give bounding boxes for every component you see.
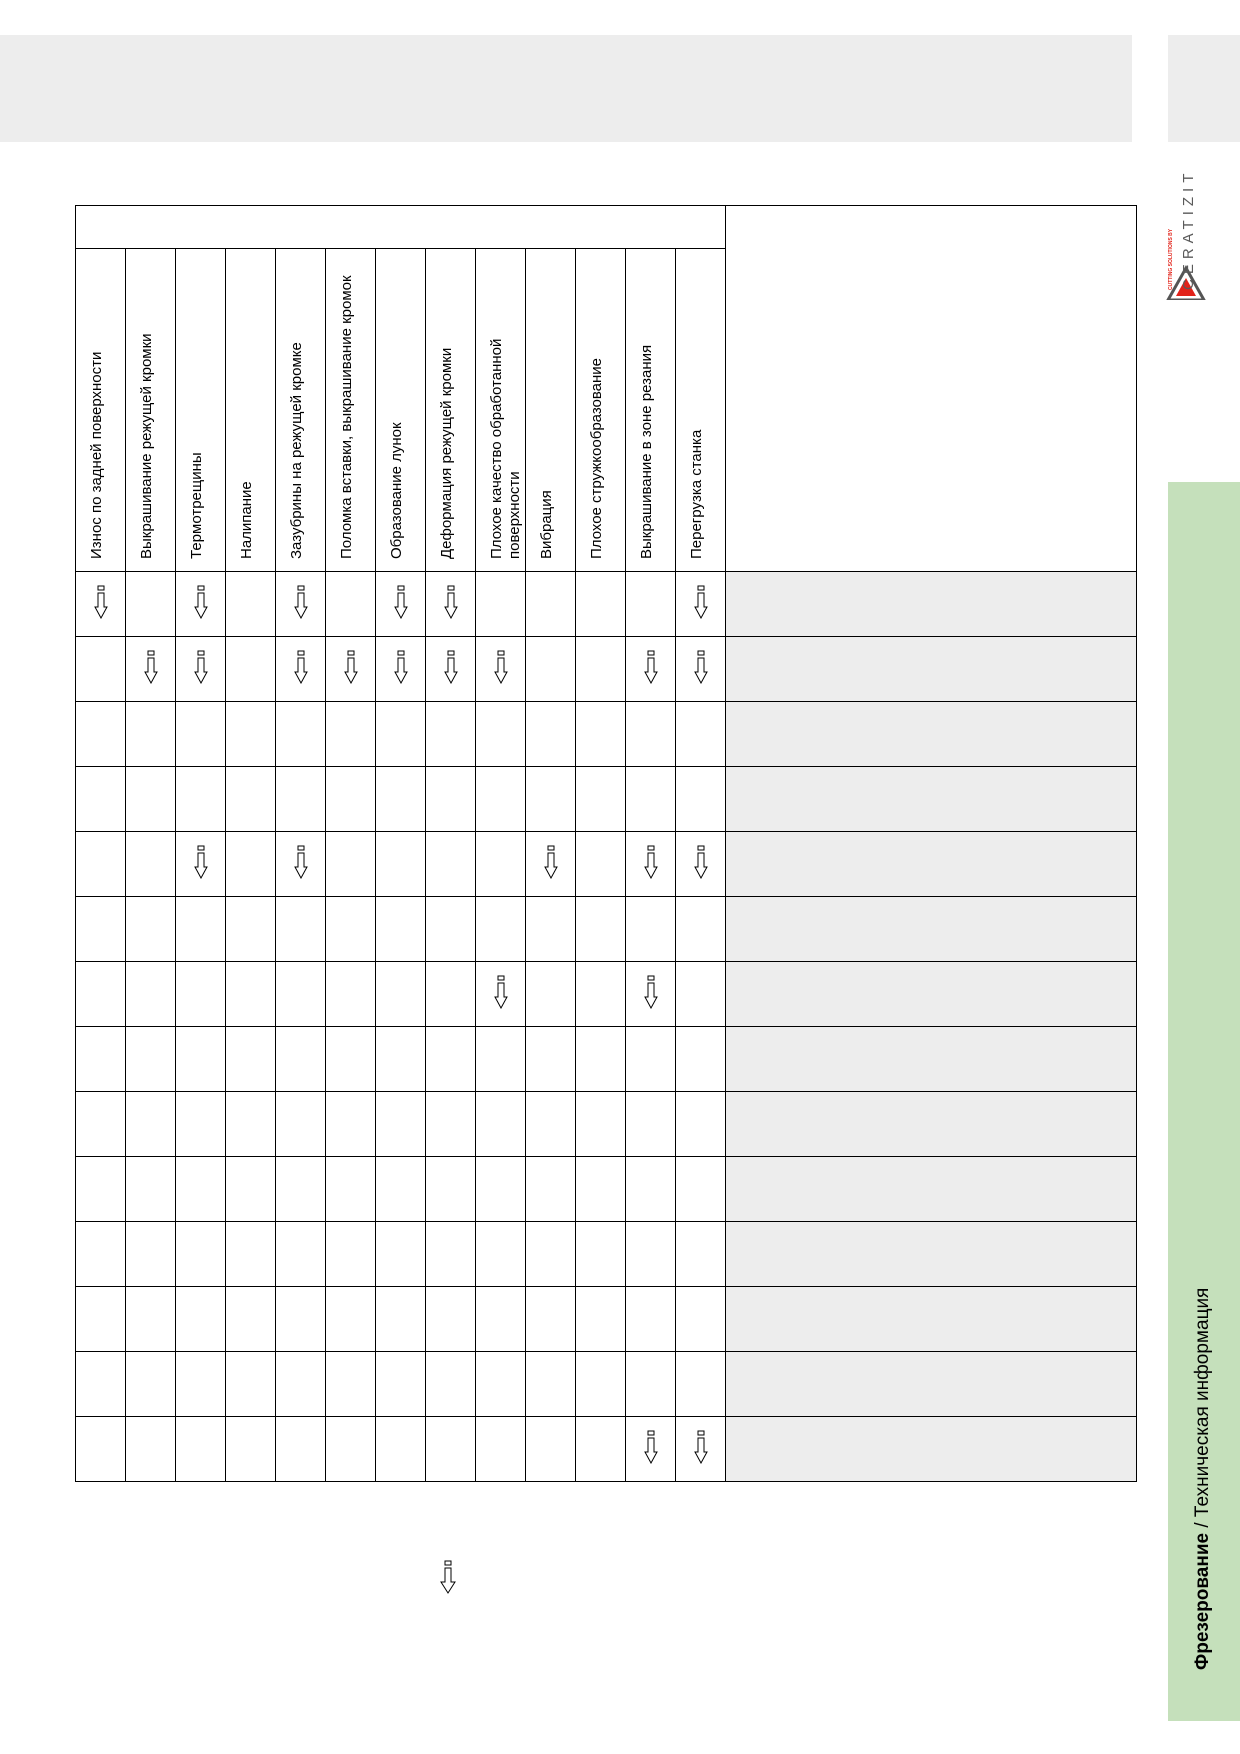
matrix-cell bbox=[526, 1222, 576, 1287]
matrix-table bbox=[75, 205, 1137, 1482]
matrix-cell bbox=[226, 1287, 276, 1352]
matrix-cell bbox=[226, 1417, 276, 1482]
matrix-cell bbox=[426, 1352, 476, 1417]
matrix-cell bbox=[76, 767, 126, 832]
row-remedy-cell bbox=[726, 897, 1137, 962]
matrix-cell bbox=[676, 1222, 726, 1287]
matrix-cell bbox=[326, 1157, 376, 1222]
matrix-cell bbox=[126, 637, 176, 702]
matrix-cell bbox=[226, 637, 276, 702]
matrix-cell bbox=[576, 1287, 626, 1352]
matrix-cell bbox=[526, 637, 576, 702]
row-remedy-cell bbox=[726, 1287, 1137, 1352]
matrix-cell bbox=[576, 832, 626, 897]
row-remedy-cell bbox=[726, 832, 1137, 897]
matrix-cell bbox=[126, 767, 176, 832]
matrix-cell bbox=[176, 832, 226, 897]
row-remedy-cell bbox=[726, 962, 1137, 1027]
matrix-cell bbox=[176, 1092, 226, 1157]
matrix-cell bbox=[576, 572, 626, 637]
matrix-cell bbox=[326, 897, 376, 962]
column-header-label: Выкрашивание режущей кромки bbox=[138, 333, 155, 559]
matrix-cell bbox=[476, 767, 526, 832]
matrix-cell bbox=[676, 572, 726, 637]
corner-band bbox=[1168, 35, 1240, 142]
matrix-cell bbox=[526, 962, 576, 1027]
matrix-cell bbox=[626, 1417, 676, 1482]
matrix-cell bbox=[476, 572, 526, 637]
column-header bbox=[326, 249, 376, 572]
matrix-cell bbox=[126, 1157, 176, 1222]
down-arrow-icon bbox=[294, 585, 308, 619]
matrix-cell bbox=[576, 702, 626, 767]
down-arrow-icon bbox=[294, 650, 308, 684]
matrix-cell bbox=[376, 1352, 426, 1417]
matrix-cell bbox=[376, 637, 426, 702]
column-header bbox=[576, 249, 626, 572]
matrix-cell bbox=[76, 832, 126, 897]
matrix-cell bbox=[326, 1287, 376, 1352]
matrix-cell bbox=[376, 1157, 426, 1222]
table-row bbox=[76, 1417, 1137, 1482]
table-row bbox=[76, 1352, 1137, 1417]
column-header-label: Плохое качество обработанной поверхности bbox=[488, 338, 523, 559]
matrix-cell bbox=[326, 1417, 376, 1482]
matrix-cell bbox=[476, 1352, 526, 1417]
matrix-cell bbox=[426, 637, 476, 702]
matrix-cell bbox=[676, 637, 726, 702]
logo-brand: CERATIZIT bbox=[1180, 168, 1197, 290]
down-arrow-icon bbox=[94, 585, 108, 619]
matrix-cell bbox=[76, 1222, 126, 1287]
row-remedy-cell bbox=[726, 702, 1137, 767]
section-separator: / bbox=[1192, 1517, 1213, 1533]
matrix-cell bbox=[676, 962, 726, 1027]
table-row bbox=[76, 637, 1137, 702]
matrix-cell bbox=[376, 832, 426, 897]
matrix-cell bbox=[626, 1287, 676, 1352]
matrix-cell bbox=[176, 702, 226, 767]
matrix-cell bbox=[276, 1222, 326, 1287]
matrix-cell bbox=[476, 1092, 526, 1157]
matrix-cell bbox=[426, 767, 476, 832]
matrix-cell bbox=[176, 637, 226, 702]
down-arrow-icon bbox=[444, 585, 458, 619]
matrix-cell bbox=[576, 962, 626, 1027]
matrix-cell bbox=[76, 572, 126, 637]
matrix-cell bbox=[526, 897, 576, 962]
matrix-cell bbox=[276, 962, 326, 1027]
matrix-cell bbox=[626, 897, 676, 962]
matrix-cell bbox=[126, 702, 176, 767]
matrix-cell bbox=[126, 572, 176, 637]
matrix-cell bbox=[126, 1092, 176, 1157]
matrix-cell bbox=[226, 1027, 276, 1092]
matrix-cell bbox=[76, 1092, 126, 1157]
down-arrow-icon bbox=[694, 845, 708, 879]
matrix-cell bbox=[526, 1157, 576, 1222]
matrix-cell bbox=[276, 767, 326, 832]
column-header bbox=[176, 249, 226, 572]
matrix-cell bbox=[576, 1417, 626, 1482]
column-header bbox=[226, 249, 276, 572]
matrix-cell bbox=[376, 1222, 426, 1287]
matrix-cell bbox=[126, 1417, 176, 1482]
down-arrow-icon bbox=[494, 975, 508, 1009]
matrix-cell bbox=[376, 1417, 426, 1482]
matrix-cell bbox=[426, 897, 476, 962]
matrix-cell bbox=[326, 1222, 376, 1287]
matrix-cell bbox=[676, 832, 726, 897]
down-arrow-icon bbox=[644, 845, 658, 879]
matrix-cell bbox=[426, 572, 476, 637]
matrix-cell bbox=[426, 1222, 476, 1287]
matrix-cell bbox=[226, 702, 276, 767]
table-row bbox=[76, 1092, 1137, 1157]
column-header-label: Термотрещины bbox=[188, 452, 205, 559]
down-arrow-icon bbox=[394, 650, 408, 684]
column-header-label: Износ по задней поверхности bbox=[88, 351, 105, 559]
column-header bbox=[376, 249, 426, 572]
matrix-cell bbox=[76, 962, 126, 1027]
table-row bbox=[76, 962, 1137, 1027]
row-remedy-cell bbox=[726, 767, 1137, 832]
matrix-cell bbox=[326, 1352, 376, 1417]
matrix-cell bbox=[176, 767, 226, 832]
table-row bbox=[76, 572, 1137, 637]
matrix-cell bbox=[476, 637, 526, 702]
matrix-cell bbox=[526, 702, 576, 767]
matrix-cell bbox=[476, 1157, 526, 1222]
matrix-cell bbox=[526, 1417, 576, 1482]
matrix-cell bbox=[426, 1417, 476, 1482]
table-row bbox=[76, 1287, 1137, 1352]
matrix-cell bbox=[676, 1027, 726, 1092]
matrix-cell bbox=[626, 1222, 676, 1287]
matrix-cell bbox=[276, 1157, 326, 1222]
down-arrow-icon bbox=[194, 585, 208, 619]
matrix-cell bbox=[426, 1157, 476, 1222]
matrix-cell bbox=[576, 1222, 626, 1287]
matrix-cell bbox=[276, 832, 326, 897]
matrix-cell bbox=[676, 1157, 726, 1222]
matrix-cell bbox=[226, 832, 276, 897]
table-row bbox=[76, 1222, 1137, 1287]
down-arrow-icon bbox=[644, 650, 658, 684]
legend-down-arrow-icon bbox=[440, 1560, 456, 1594]
matrix-cell bbox=[226, 1222, 276, 1287]
matrix-cell bbox=[326, 637, 376, 702]
matrix-cell bbox=[626, 1092, 676, 1157]
matrix-cell bbox=[176, 1417, 226, 1482]
matrix-cell bbox=[676, 1417, 726, 1482]
matrix-cell bbox=[276, 1352, 326, 1417]
down-arrow-icon bbox=[344, 650, 358, 684]
column-header-label: Налипание bbox=[238, 481, 255, 559]
row-remedy-cell bbox=[726, 1027, 1137, 1092]
matrix-cell bbox=[576, 637, 626, 702]
matrix-cell bbox=[76, 702, 126, 767]
down-arrow-icon bbox=[694, 1430, 708, 1464]
column-header-label: Плохое стружкообразование bbox=[588, 357, 605, 559]
down-arrow-icon bbox=[494, 650, 508, 684]
matrix-cell bbox=[176, 572, 226, 637]
matrix-cell bbox=[526, 1352, 576, 1417]
matrix-cell bbox=[526, 767, 576, 832]
matrix-cell bbox=[176, 1352, 226, 1417]
column-header bbox=[426, 249, 476, 572]
table-row bbox=[76, 897, 1137, 962]
table-corner-cell bbox=[726, 206, 1137, 572]
down-arrow-icon bbox=[694, 650, 708, 684]
matrix-cell bbox=[676, 1287, 726, 1352]
matrix-cell bbox=[576, 897, 626, 962]
matrix-cell bbox=[626, 962, 676, 1027]
matrix-cell bbox=[576, 1092, 626, 1157]
matrix-cell bbox=[676, 897, 726, 962]
matrix-cell bbox=[276, 1417, 326, 1482]
matrix-cell bbox=[276, 897, 326, 962]
row-remedy-cell bbox=[726, 1352, 1137, 1417]
header-band bbox=[0, 35, 1132, 142]
matrix-cell bbox=[226, 767, 276, 832]
matrix-cell bbox=[76, 1157, 126, 1222]
matrix-cell bbox=[676, 1092, 726, 1157]
matrix-cell bbox=[426, 962, 476, 1027]
column-header-label: Образование лунок bbox=[388, 422, 405, 559]
matrix-cell bbox=[526, 832, 576, 897]
matrix-cell bbox=[626, 1157, 676, 1222]
matrix-cell bbox=[626, 832, 676, 897]
matrix-cell bbox=[426, 702, 476, 767]
matrix-cell bbox=[276, 1092, 326, 1157]
matrix-cell bbox=[676, 702, 726, 767]
matrix-cell bbox=[426, 1092, 476, 1157]
matrix-cell bbox=[276, 637, 326, 702]
column-header-label: Выкрашивание в зоне резания bbox=[638, 344, 655, 559]
table-row bbox=[76, 767, 1137, 832]
matrix-cell bbox=[176, 1222, 226, 1287]
matrix-cell bbox=[676, 1352, 726, 1417]
matrix-cell bbox=[126, 1222, 176, 1287]
matrix-cell bbox=[126, 1352, 176, 1417]
matrix-cell bbox=[676, 767, 726, 832]
matrix-cell bbox=[176, 897, 226, 962]
column-header bbox=[676, 249, 726, 572]
row-remedy-cell bbox=[726, 1417, 1137, 1482]
row-remedy-cell bbox=[726, 1222, 1137, 1287]
matrix-cell bbox=[76, 1352, 126, 1417]
matrix-cell bbox=[476, 897, 526, 962]
matrix-cell bbox=[526, 1092, 576, 1157]
matrix-cell bbox=[576, 1352, 626, 1417]
matrix-cell bbox=[376, 767, 426, 832]
down-arrow-icon bbox=[194, 845, 208, 879]
matrix-cell bbox=[526, 572, 576, 637]
column-header bbox=[126, 249, 176, 572]
matrix-cell bbox=[376, 962, 426, 1027]
down-arrow-icon bbox=[394, 585, 408, 619]
matrix-cell bbox=[626, 572, 676, 637]
matrix-cell bbox=[226, 572, 276, 637]
matrix-cell bbox=[276, 1287, 326, 1352]
matrix-cell bbox=[176, 1157, 226, 1222]
column-header bbox=[276, 249, 326, 572]
table-row bbox=[76, 702, 1137, 767]
matrix-cell bbox=[376, 897, 426, 962]
matrix-cell bbox=[276, 572, 326, 637]
matrix-cell bbox=[626, 1027, 676, 1092]
matrix-cell bbox=[76, 1287, 126, 1352]
matrix-cell bbox=[476, 1287, 526, 1352]
column-header bbox=[76, 249, 126, 572]
down-arrow-icon bbox=[544, 845, 558, 879]
matrix-cell bbox=[476, 962, 526, 1027]
matrix-cell bbox=[176, 962, 226, 1027]
row-remedy-cell bbox=[726, 637, 1137, 702]
matrix-cell bbox=[576, 767, 626, 832]
matrix-cell bbox=[526, 1027, 576, 1092]
matrix-cell bbox=[126, 962, 176, 1027]
matrix-cell bbox=[476, 832, 526, 897]
matrix-cell bbox=[376, 702, 426, 767]
down-arrow-icon bbox=[144, 650, 158, 684]
matrix-cell bbox=[476, 1417, 526, 1482]
matrix-cell bbox=[276, 702, 326, 767]
matrix-cell bbox=[526, 1287, 576, 1352]
table-row bbox=[76, 832, 1137, 897]
logo-tagline: CUTTING SOLUTIONS BY bbox=[1168, 228, 1174, 290]
matrix-cell bbox=[426, 1287, 476, 1352]
matrix-cell bbox=[276, 1027, 326, 1092]
column-header-label: Вибрация bbox=[538, 490, 555, 559]
column-header bbox=[476, 249, 526, 572]
matrix-cell bbox=[576, 1027, 626, 1092]
section-name: Фрезерование bbox=[1192, 1532, 1213, 1670]
matrix-cell bbox=[326, 767, 376, 832]
column-header-label: Зазубрины на режущей кромке bbox=[288, 342, 305, 559]
matrix-cell bbox=[326, 1027, 376, 1092]
column-header-label: Перегрузка станка bbox=[688, 429, 705, 559]
matrix-cell bbox=[476, 1222, 526, 1287]
matrix-cell bbox=[376, 1027, 426, 1092]
matrix-cell bbox=[626, 637, 676, 702]
matrix-cell bbox=[476, 702, 526, 767]
section-title bbox=[1192, 1288, 1214, 1670]
table-title-cell bbox=[76, 206, 726, 249]
matrix-cell bbox=[376, 572, 426, 637]
matrix-cell bbox=[326, 832, 376, 897]
matrix-cell bbox=[76, 1027, 126, 1092]
matrix-cell bbox=[226, 897, 276, 962]
matrix-cell bbox=[76, 637, 126, 702]
down-arrow-icon bbox=[194, 650, 208, 684]
down-arrow-icon bbox=[644, 1430, 658, 1464]
row-remedy-cell bbox=[726, 1157, 1137, 1222]
matrix-cell bbox=[126, 897, 176, 962]
matrix-cell bbox=[626, 702, 676, 767]
matrix-cell bbox=[76, 1417, 126, 1482]
troubleshooting-table bbox=[75, 205, 1137, 1482]
column-header-label: Деформация режущей кромки bbox=[438, 347, 455, 559]
row-remedy-cell bbox=[726, 572, 1137, 637]
matrix-cell bbox=[326, 1092, 376, 1157]
matrix-cell bbox=[476, 1027, 526, 1092]
matrix-cell bbox=[126, 1027, 176, 1092]
matrix-cell bbox=[626, 1352, 676, 1417]
matrix-cell bbox=[126, 1287, 176, 1352]
matrix-cell bbox=[226, 962, 276, 1027]
matrix-cell bbox=[226, 1352, 276, 1417]
matrix-cell bbox=[426, 1027, 476, 1092]
column-header-label: Поломка вставки, выкрашивание кромок bbox=[338, 275, 355, 559]
down-arrow-icon bbox=[694, 585, 708, 619]
down-arrow-icon bbox=[294, 845, 308, 879]
matrix-cell bbox=[176, 1027, 226, 1092]
subsection-name: Техническая информация bbox=[1192, 1287, 1213, 1518]
matrix-cell bbox=[326, 962, 376, 1027]
table-row bbox=[76, 1027, 1137, 1092]
row-remedy-cell bbox=[726, 1092, 1137, 1157]
column-header bbox=[526, 249, 576, 572]
matrix-cell bbox=[376, 1287, 426, 1352]
matrix-cell bbox=[326, 572, 376, 637]
matrix-cell bbox=[326, 702, 376, 767]
matrix-cell bbox=[226, 1092, 276, 1157]
matrix-cell bbox=[426, 832, 476, 897]
matrix-cell bbox=[226, 1157, 276, 1222]
matrix-cell bbox=[126, 832, 176, 897]
matrix-cell bbox=[76, 897, 126, 962]
matrix-cell bbox=[576, 1157, 626, 1222]
matrix-cell bbox=[376, 1092, 426, 1157]
column-header bbox=[626, 249, 676, 572]
down-arrow-icon bbox=[644, 975, 658, 1009]
matrix-cell bbox=[176, 1287, 226, 1352]
table-row bbox=[76, 1157, 1137, 1222]
down-arrow-icon bbox=[444, 650, 458, 684]
matrix-cell bbox=[626, 767, 676, 832]
